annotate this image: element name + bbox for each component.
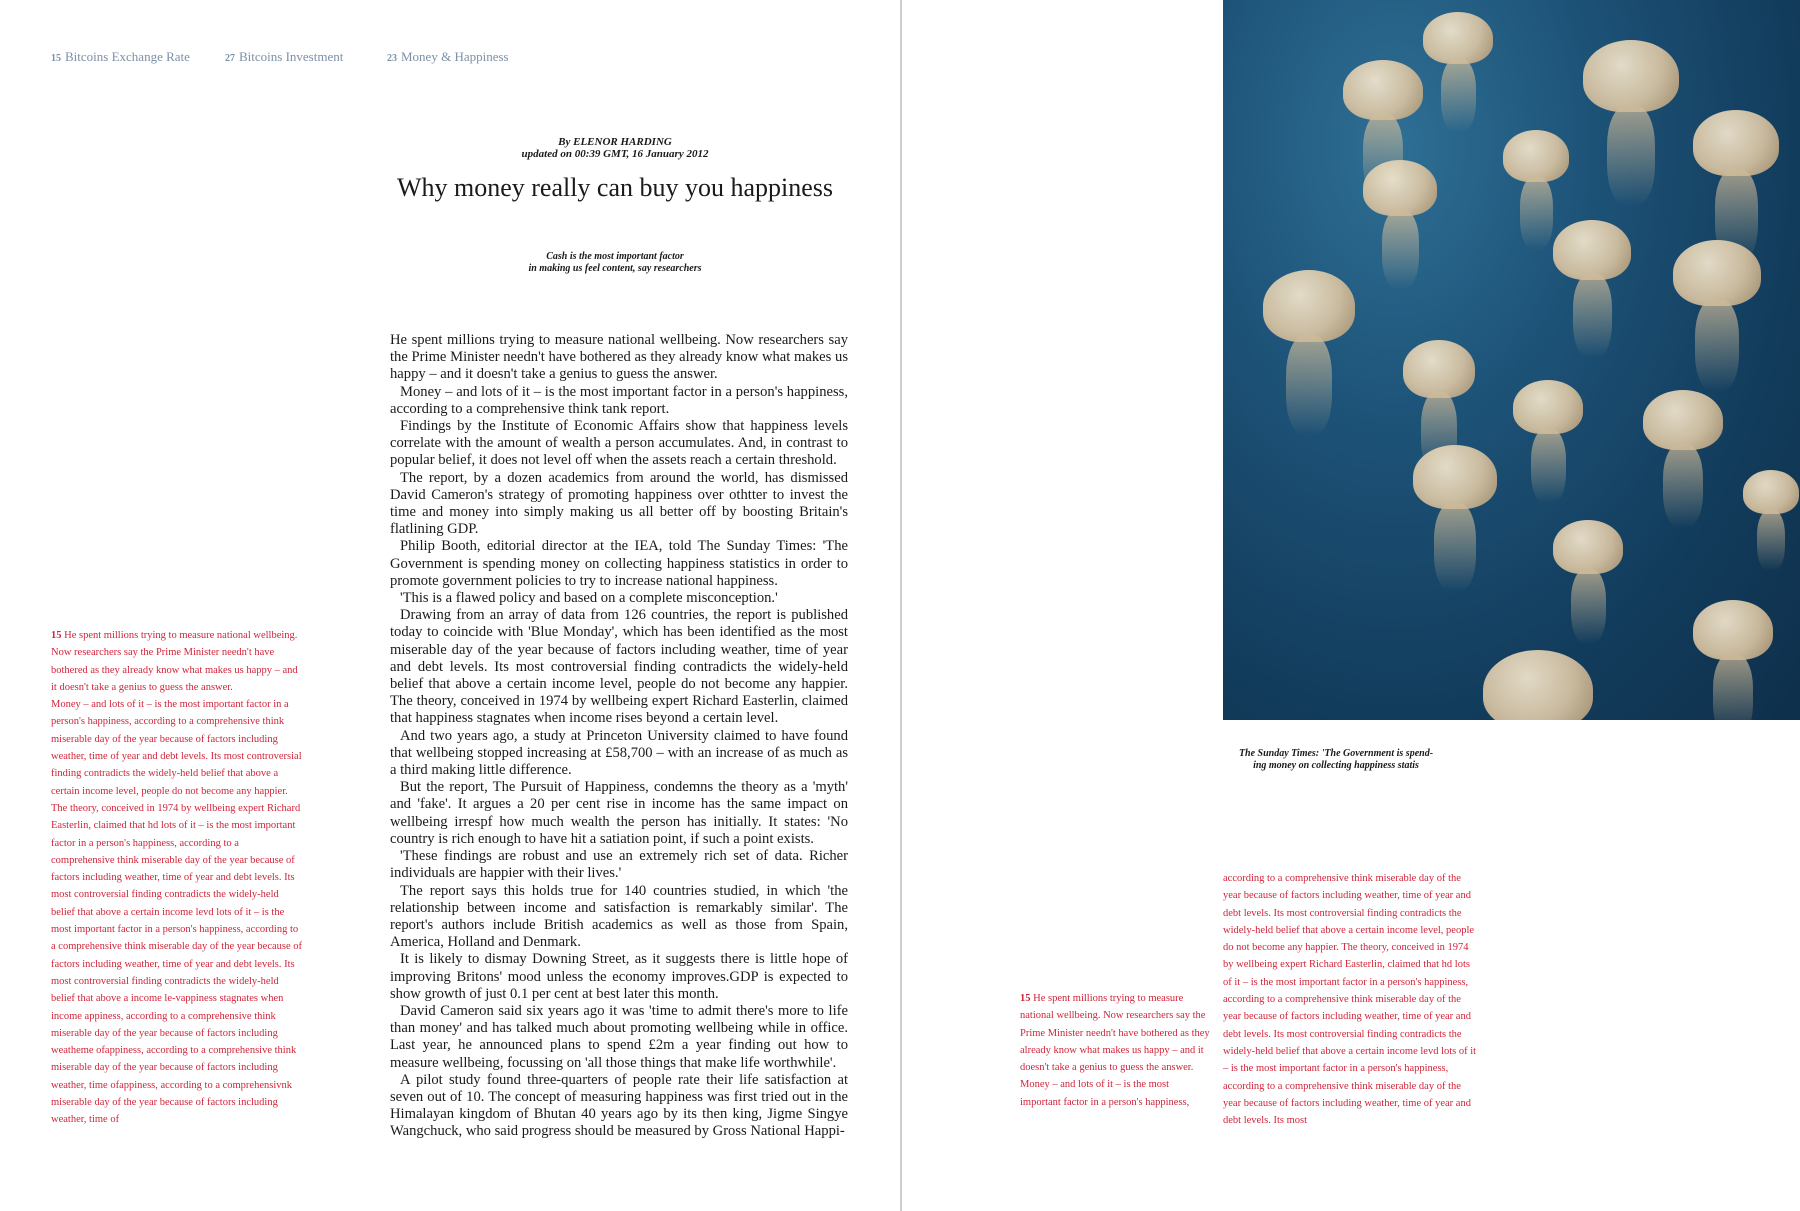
jellyfish <box>1413 445 1497 509</box>
nav-item-money-happiness[interactable] <box>387 49 509 65</box>
side-note-page-number: 15 <box>51 630 62 641</box>
side-note-intro <box>51 627 305 696</box>
article-paragraph: It is likely to dismay Downing Street, as it suggests there is little hope of improving Britons' mood unless the economy improves.GDP is expected to show growth of just 0.1 per cent at best later this month. <box>390 951 848 1002</box>
article-paragraph: A pilot study found three-quarters of people rate their life satisfaction at seven out of 10. The concept of measuring happiness was first tried out in the Himalayan kingdom of Bhutan 40 years ago by its then king, Jigme Singye Wangchuck, who said progress should be measured by Gross National Happi- <box>390 1071 848 1140</box>
jellyfish <box>1263 270 1355 342</box>
article-paragraph: Money – and lots of it – is the most important factor in a person's happiness, according to a comprehensive think tank report. <box>390 383 848 417</box>
article-paragraph: 'This is a flawed policy and based on a complete misconception.' <box>400 590 778 607</box>
jellyfish <box>1743 470 1799 514</box>
jellyfish <box>1363 160 1437 216</box>
article-paragraph: He spent millions trying to measure national wellbeing. Now researchers say the Prime Minister needn't have bothered as they already know what makes us happy – and it doesn't take a genius to guess the answer. <box>390 332 848 383</box>
article-body <box>390 332 848 1141</box>
jellyfish <box>1643 390 1723 450</box>
side-note-text: according to a comprehensive think miserable day of the year because of factors including weather, time of year and debt levels. Its most controversial finding contradicts the widely-held belief that above a certain income level, people do not become any happier. The theory, conceived in 1974 by wellbeing expert Richard Easterlin, claimed that hd lots of it – is the most important factor in a person's happiness, according to a comprehensive think miserable day of the year because of factors including weather, time of year and debt levels. Its most controversial finding contradicts the widely-held belief that above a certain income levd lots of it – is the most important factor in a person's happiness, according to a comprehensive think miserable day of the year because of factors including weather, time of year and debt levels. Its most <box>1223 873 1477 1127</box>
article-paragraph: Drawing from an array of data from 126 countries, the report is published today to coincide with 'Blue Monday', which has been identified as the most miserable day of the year because of factors including weather, time of year and debt levels. Its most controversial finding contradicts the widely-held belief that above a certain income level, people do not become any happier. The theory, conceived in 1974 by wellbeing expert Richard Easterlin, claimed that happiness stagnates when income rises beyond a certain level. <box>390 607 848 727</box>
article-paragraph: The report says this holds true for 140 countries studied, in which 'the relationship between income and satisfaction is remarkably similar'. The report's authors include British academics as well as those from Spain, America, Holland and Denmark. <box>390 882 848 951</box>
side-note-text: He spent millions trying to measure national wellbeing. Now researchers say the Prime Minister needn't have bothered as they already know what makes us happy – and it doesn't take a genius to guess the answer. <box>1020 993 1210 1074</box>
article-paragraph: 'These findings are robust and use an extremely rich set of data. Richer individuals are happier with their lives.' <box>390 848 848 882</box>
jellyfish <box>1343 60 1423 120</box>
article-paragraph: The report, by a dozen academics from around the world, has dismissed David Cameron's strategy of promoting happiness over othtter to invest the time and money into simply making us all better off by boosting Britain's flatlining GDP. <box>390 469 848 538</box>
jellyfish-photo <box>1223 0 1800 720</box>
side-note-text: He spent millions trying to measure national wellbeing. Now researchers say the Prime Minister needn't have bothered as they already know what makes us happy – and it doesn't take a genius to guess the answer. <box>51 630 298 693</box>
side-note-right <box>1223 870 1479 1129</box>
byline <box>390 136 840 160</box>
nav-label: Bitcoins Investment <box>239 49 344 64</box>
caption-line: ing money on collecting happiness statis <box>1253 760 1419 771</box>
side-note-intro <box>1020 990 1210 1076</box>
side-note-text: Money – and lots of it – is the most important factor in a person's happiness, <box>1020 1079 1190 1108</box>
jellyfish <box>1583 40 1679 112</box>
side-note-text: Money – and lots of it – is the most important factor in a person's happiness, according to a comprehensive think miserable day of the year because of factors including weather, time of year and debt levels. Its most controversial finding contradicts the widely-held belief that above a certain income level, people do not become any happier. The theory, conceived in 1974 by wellbeing expert Richard Easterlin, claimed that hd lots of it – is the most important factor in a person's happiness, according to a comprehensive think miserable day of the year because of factors including weather, time of year and debt levels. Its most controversial finding contradicts the widely-held belief that above a certain income levd lots of it – is the most important factor in a person's happiness, according to a comprehensive think miserable day of the year because of factors including weather, time of year and debt levels. Its most controversial finding contradicts the widely-held belief that above a income le-vappiness stagnates when income appiness, according to a comprehensive think miserable day of the year because of factors including weatheme ofappiness, according to a comprehensive think miserable day of the year because of factors including weather, time ofappiness, according to a comprehensivnk miserable day of the year because of factors including weather, time of <box>51 699 303 1126</box>
nav-label: Bitcoins Exchange Rate <box>65 49 190 64</box>
nav-label: Money & Happiness <box>401 49 509 64</box>
nav-item-bitcoins-exchange-rate[interactable] <box>51 49 190 65</box>
nav-item-bitcoins-investment[interactable] <box>225 49 343 65</box>
side-note-left <box>51 627 305 1129</box>
right-page <box>903 0 1800 1211</box>
article-standfirst <box>390 251 840 275</box>
author: By ELENOR HARDING <box>558 136 672 148</box>
nav-page-number: 27 <box>225 53 235 64</box>
updated-timestamp: updated on 00:39 GMT, 16 January 2012 <box>521 148 709 160</box>
article-paragraph: David Cameron said six years ago it was 'time to admit there's more to life than money' and has talked much about promoting wellbeing while in office. Last year, he announced plans to spend £2m a year finding out how to measure wellbeing, focussing on 'all those things that make life worthwhile'. <box>390 1002 848 1071</box>
article-paragraph: And two years ago, a study at Princeton University claimed to have found that wellbeing stopped increasing at £58,700 – with an increase of as much as a third making little difference. <box>390 727 848 779</box>
jellyfish <box>1673 240 1761 306</box>
jellyfish <box>1423 12 1493 64</box>
jellyfish <box>1403 340 1475 398</box>
jellyfish <box>1553 520 1623 574</box>
page-spine <box>900 0 902 1211</box>
side-note-middle <box>1020 990 1210 1111</box>
jellyfish <box>1693 110 1779 176</box>
photo-caption <box>1206 748 1466 772</box>
jellyfish <box>1503 130 1569 182</box>
caption-line: The Sunday Times: 'The Government is spend- <box>1238 748 1434 759</box>
nav-page-number: 15 <box>51 53 61 64</box>
jellyfish <box>1513 380 1583 434</box>
article-paragraph: Findings by the Institute of Economic Affairs show that happiness levels correlate with the amount of wealth a person accumulates. And, in contrast to popular belief, it does not level off when the assets reach a certain threshold. <box>390 418 848 469</box>
standfirst-line: Cash is the most important factor <box>546 251 684 262</box>
article-title: Why money really can buy you happiness <box>396 173 834 202</box>
side-note-page-number: 15 <box>1020 993 1031 1004</box>
standfirst-line: in making us feel content, say researchers <box>528 263 702 274</box>
nav-page-number: 23 <box>387 53 397 64</box>
article-paragraph: Philip Booth, editorial director at the IEA, told The Sunday Times: 'The Government is spending money on collecting happiness statistics in order to promote government policies to try to increase national happiness. <box>390 538 848 589</box>
jellyfish <box>1483 650 1593 720</box>
jellyfish <box>1693 600 1773 660</box>
jellyfish <box>1553 220 1631 280</box>
article-paragraph: But the report, The Pursuit of Happiness, condemns the theory as a 'myth' and 'fake'. It argues a 20 per cent rise in income has the same impact on wellbeing irrespf how much wealth the person has initially. It states: 'No country is rich enough to have hit a satiation point, if such a point exists. <box>390 779 848 847</box>
